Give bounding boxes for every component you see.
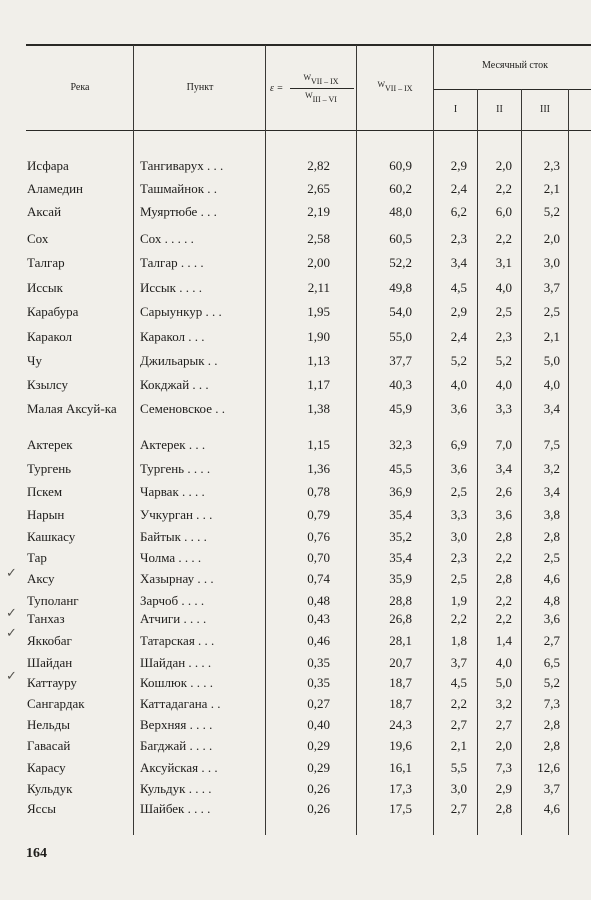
cell-m2: 2,7 bbox=[495, 717, 512, 732]
cell-ratio: 2,19 bbox=[307, 204, 330, 219]
cell-river: Тар bbox=[27, 550, 47, 565]
cell-m1: 2,7 bbox=[450, 717, 467, 732]
cell-m1: 2,1 bbox=[450, 738, 467, 753]
table-row bbox=[0, 738, 591, 758]
cell-summer: 36,9 bbox=[389, 484, 412, 499]
cell-m1: 2,9 bbox=[450, 304, 467, 319]
header-monthly-runoff: Месячный сток bbox=[482, 60, 548, 71]
cell-river: Талгар bbox=[27, 255, 65, 270]
cell-m1: 4,0 bbox=[450, 377, 467, 392]
cell-m1: 2,4 bbox=[450, 329, 467, 344]
cell-m1: 3,3 bbox=[450, 507, 467, 522]
cell-point: Кошлюк . . . . bbox=[140, 675, 214, 690]
cell-m2: 2,6 bbox=[495, 484, 512, 499]
cell-ratio: 1,15 bbox=[307, 437, 330, 452]
ratio-numerator: $^W$VII – IX bbox=[303, 73, 339, 86]
cell-ratio: 0,35 bbox=[307, 675, 330, 690]
cell-m3: 5,2 bbox=[543, 675, 560, 690]
table-row bbox=[0, 401, 591, 421]
cell-ratio: 0,74 bbox=[307, 571, 330, 586]
cell-summer: 26,8 bbox=[389, 611, 412, 626]
cell-ratio: 0,78 bbox=[307, 484, 330, 499]
cell-summer: 17,3 bbox=[389, 781, 412, 796]
cell-point: Каттадагана . . bbox=[140, 696, 221, 711]
cell-river: Актерек bbox=[27, 437, 73, 452]
cell-m1: 2,4 bbox=[450, 181, 467, 196]
cell-point: Семеновское . . bbox=[140, 401, 225, 416]
cell-m3: 3,4 bbox=[543, 401, 560, 416]
cell-m3: 2,7 bbox=[543, 633, 560, 648]
cell-point: Актерек . . . bbox=[140, 437, 206, 452]
table-row bbox=[0, 655, 591, 675]
cell-m3: 4,6 bbox=[543, 571, 560, 586]
header-month-3: III bbox=[540, 104, 550, 115]
cell-point: Байтык . . . . bbox=[140, 529, 207, 544]
cell-river: Исфара bbox=[27, 158, 69, 173]
cell-ratio: 0,43 bbox=[307, 611, 330, 626]
table-row bbox=[0, 696, 591, 716]
cell-m1: 5,5 bbox=[450, 760, 467, 775]
table-row bbox=[0, 353, 591, 373]
cell-m1: 6,2 bbox=[450, 204, 467, 219]
cell-m3: 4,6 bbox=[543, 801, 560, 816]
cell-point: Иссык . . . . bbox=[140, 280, 202, 295]
cell-river: Карасу bbox=[27, 760, 66, 775]
cell-m3: 4,8 bbox=[543, 593, 560, 608]
page-number: 164 bbox=[26, 846, 47, 861]
cell-m1: 3,6 bbox=[450, 401, 467, 416]
cell-summer: 60,2 bbox=[389, 181, 412, 196]
cell-m3: 2,5 bbox=[543, 550, 560, 565]
cell-summer: 45,5 bbox=[389, 461, 412, 476]
table-row bbox=[0, 571, 591, 591]
cell-m3: 5,0 bbox=[543, 353, 560, 368]
table-row bbox=[0, 781, 591, 801]
cell-ratio: 0,26 bbox=[307, 801, 330, 816]
cell-ratio: 1,36 bbox=[307, 461, 330, 476]
cell-m2: 5,0 bbox=[495, 675, 512, 690]
cell-point: Тургень . . . . bbox=[140, 461, 211, 476]
cell-point: Чолма . . . . bbox=[140, 550, 202, 565]
cell-ratio: 1,17 bbox=[307, 377, 330, 392]
cell-m2: 5,2 bbox=[495, 353, 512, 368]
cell-point: Багджай . . . . bbox=[140, 738, 213, 753]
cell-m3: 3,6 bbox=[543, 611, 560, 626]
cell-river: Кзылсу bbox=[27, 377, 68, 392]
cell-ratio: 1,90 bbox=[307, 329, 330, 344]
cell-point: Учкурган . . . bbox=[140, 507, 213, 522]
cell-m3: 3,7 bbox=[543, 280, 560, 295]
cell-m1: 2,2 bbox=[450, 696, 467, 711]
cell-river: Аксай bbox=[27, 204, 62, 219]
table-row bbox=[0, 329, 591, 349]
table-row bbox=[0, 675, 591, 695]
margin-check-mark: ✓ bbox=[6, 625, 17, 640]
table-row bbox=[0, 717, 591, 737]
ratio-denominator: $^W$III – VI bbox=[305, 91, 337, 104]
cell-m2: 4,0 bbox=[495, 655, 512, 670]
cell-river: Пскем bbox=[27, 484, 63, 499]
cell-point: Муяртюбе . . . bbox=[140, 204, 217, 219]
cell-m2: 2,0 bbox=[495, 158, 512, 173]
cell-m3: 2,8 bbox=[543, 529, 560, 544]
cell-m1: 2,7 bbox=[450, 801, 467, 816]
cell-m1: 2,5 bbox=[450, 571, 467, 586]
table-row bbox=[0, 633, 591, 653]
table-row bbox=[0, 507, 591, 527]
cell-ratio: 2,65 bbox=[307, 181, 330, 196]
cell-point: Ташмайнок . . bbox=[140, 181, 218, 196]
cell-summer: 52,2 bbox=[389, 255, 412, 270]
cell-m3: 3,8 bbox=[543, 507, 560, 522]
cell-river: Туполанг bbox=[27, 593, 79, 608]
cell-river: Аксу bbox=[27, 571, 55, 586]
cell-m1: 2,9 bbox=[450, 158, 467, 173]
cell-m1: 1,8 bbox=[450, 633, 467, 648]
cell-point: Хазырнау . . . bbox=[140, 571, 214, 586]
table-row bbox=[0, 529, 591, 549]
cell-river: Каракол bbox=[27, 329, 73, 344]
cell-summer: 24,3 bbox=[389, 717, 412, 732]
cell-ratio: 1,95 bbox=[307, 304, 330, 319]
cell-ratio: 2,82 bbox=[307, 158, 330, 173]
cell-m3: 2,1 bbox=[543, 181, 560, 196]
cell-m2: 2,2 bbox=[495, 550, 512, 565]
cell-ratio: 2,11 bbox=[307, 280, 330, 295]
table-row bbox=[0, 181, 591, 201]
table-row bbox=[0, 231, 591, 251]
cell-river: Малая Аксуй-ка bbox=[27, 401, 117, 416]
header-summer-runoff: $^W$VII – IX bbox=[377, 80, 413, 93]
cell-summer: 55,0 bbox=[389, 329, 412, 344]
cell-river: Иссык bbox=[27, 280, 63, 295]
cell-river: Сангардак bbox=[27, 696, 85, 711]
table-row bbox=[0, 550, 591, 570]
cell-summer: 45,9 bbox=[389, 401, 412, 416]
cell-river: Кульдук bbox=[27, 781, 73, 796]
cell-point: Кокджай . . . bbox=[140, 377, 209, 392]
cell-point: Верхняя . . . . bbox=[140, 717, 213, 732]
cell-point: Зарчоб . . . . bbox=[140, 593, 205, 608]
cell-m3: 2,0 bbox=[543, 231, 560, 246]
cell-point: Джильарык . . bbox=[140, 353, 218, 368]
cell-m2: 2,9 bbox=[495, 781, 512, 796]
cell-m1: 3,7 bbox=[450, 655, 467, 670]
cell-river: Тургень bbox=[27, 461, 72, 476]
cell-summer: 18,7 bbox=[389, 675, 412, 690]
table-row bbox=[0, 484, 591, 504]
cell-point: Шайдан . . . . bbox=[140, 655, 212, 670]
cell-summer: 35,4 bbox=[389, 507, 412, 522]
cell-m3: 7,5 bbox=[543, 437, 560, 452]
cell-m3: 2,1 bbox=[543, 329, 560, 344]
cell-ratio: 0,35 bbox=[307, 655, 330, 670]
cell-m2: 7,0 bbox=[495, 437, 512, 452]
cell-river: Кашкасу bbox=[27, 529, 76, 544]
margin-check-mark: ✓ bbox=[6, 668, 17, 683]
cell-m1: 2,5 bbox=[450, 484, 467, 499]
cell-point: Сох . . . . . bbox=[140, 231, 194, 246]
cell-m2: 2,5 bbox=[495, 304, 512, 319]
cell-m3: 4,0 bbox=[543, 377, 560, 392]
cell-summer: 48,0 bbox=[389, 204, 412, 219]
cell-summer: 20,7 bbox=[389, 655, 412, 670]
cell-m2: 3,1 bbox=[495, 255, 512, 270]
cell-point: Талгар . . . . bbox=[140, 255, 204, 270]
cell-ratio: 2,00 bbox=[307, 255, 330, 270]
cell-m1: 2,3 bbox=[450, 550, 467, 565]
cell-m1: 1,9 bbox=[450, 593, 467, 608]
table-row bbox=[0, 255, 591, 275]
cell-m1: 3,0 bbox=[450, 529, 467, 544]
cell-summer: 16,1 bbox=[389, 760, 412, 775]
cell-m2: 7,3 bbox=[495, 760, 512, 775]
cell-m1: 5,2 bbox=[450, 353, 467, 368]
cell-ratio: 0,29 bbox=[307, 760, 330, 775]
table-row bbox=[0, 593, 591, 613]
cell-m2: 6,0 bbox=[495, 204, 512, 219]
cell-summer: 35,9 bbox=[389, 571, 412, 586]
table-row bbox=[0, 304, 591, 324]
cell-ratio: 0,40 bbox=[307, 717, 330, 732]
cell-point: Атчиги . . . . bbox=[140, 611, 207, 626]
cell-ratio: 0,76 bbox=[307, 529, 330, 544]
cell-river: Сох bbox=[27, 231, 49, 246]
cell-summer: 35,2 bbox=[389, 529, 412, 544]
cell-m2: 2,8 bbox=[495, 529, 512, 544]
cell-m2: 4,0 bbox=[495, 280, 512, 295]
cell-river: Чу bbox=[27, 353, 42, 368]
cell-ratio: 0,27 bbox=[307, 696, 330, 711]
cell-m3: 2,3 bbox=[543, 158, 560, 173]
cell-m2: 2,0 bbox=[495, 738, 512, 753]
cell-m3: 3,2 bbox=[543, 461, 560, 476]
cell-summer: 49,8 bbox=[389, 280, 412, 295]
cell-ratio: 0,79 bbox=[307, 507, 330, 522]
cell-summer: 40,3 bbox=[389, 377, 412, 392]
table-row bbox=[0, 801, 591, 821]
cell-m2: 2,8 bbox=[495, 801, 512, 816]
cell-m3: 3,0 bbox=[543, 255, 560, 270]
cell-m2: 2,2 bbox=[495, 231, 512, 246]
table-row bbox=[0, 760, 591, 780]
table-row bbox=[0, 611, 591, 631]
cell-river: Каттауру bbox=[27, 675, 77, 690]
cell-summer: 19,6 bbox=[389, 738, 412, 753]
cell-m3: 2,5 bbox=[543, 304, 560, 319]
cell-m2: 3,6 bbox=[495, 507, 512, 522]
cell-m1: 2,3 bbox=[450, 231, 467, 246]
cell-ratio: 0,70 bbox=[307, 550, 330, 565]
table-row bbox=[0, 280, 591, 300]
cell-river: Карабура bbox=[27, 304, 79, 319]
cell-m2: 3,3 bbox=[495, 401, 512, 416]
header-river: Река bbox=[70, 82, 90, 93]
cell-m1: 3,6 bbox=[450, 461, 467, 476]
cell-river: Аламедин bbox=[27, 181, 83, 196]
cell-m3: 2,8 bbox=[543, 738, 560, 753]
cell-summer: 28,1 bbox=[389, 633, 412, 648]
cell-m3: 7,3 bbox=[543, 696, 560, 711]
cell-m1: 6,9 bbox=[450, 437, 467, 452]
cell-river: Шайдан bbox=[27, 655, 73, 670]
cell-point: Аксуйская . . . bbox=[140, 760, 218, 775]
cell-ratio: 1,13 bbox=[307, 353, 330, 368]
cell-m1: 2,2 bbox=[450, 611, 467, 626]
cell-river: Нарын bbox=[27, 507, 65, 522]
cell-m2: 2,8 bbox=[495, 571, 512, 586]
margin-check-mark: ✓ bbox=[6, 605, 17, 620]
cell-ratio: 0,46 bbox=[307, 633, 330, 648]
cell-summer: 17,5 bbox=[389, 801, 412, 816]
ratio-symbol: ε = bbox=[270, 83, 284, 94]
table-row bbox=[0, 158, 591, 178]
table-row bbox=[0, 377, 591, 397]
cell-summer: 54,0 bbox=[389, 304, 412, 319]
cell-m2: 1,4 bbox=[495, 633, 512, 648]
cell-river: Яссы bbox=[27, 801, 56, 816]
cell-summer: 60,9 bbox=[389, 158, 412, 173]
cell-river: Танхаз bbox=[27, 611, 65, 626]
cell-river: Яккобаг bbox=[27, 633, 72, 648]
cell-m2: 3,2 bbox=[495, 696, 512, 711]
cell-m1: 4,5 bbox=[450, 675, 467, 690]
margin-check-mark: ✓ bbox=[6, 565, 17, 580]
cell-m3: 12,6 bbox=[537, 760, 560, 775]
cell-point: Татарская . . . bbox=[140, 633, 215, 648]
cell-m1: 4,5 bbox=[450, 280, 467, 295]
cell-river: Нельды bbox=[27, 717, 70, 732]
cell-summer: 18,7 bbox=[389, 696, 412, 711]
cell-m3: 2,8 bbox=[543, 717, 560, 732]
cell-m1: 3,4 bbox=[450, 255, 467, 270]
cell-m3: 3,4 bbox=[543, 484, 560, 499]
cell-ratio: 0,26 bbox=[307, 781, 330, 796]
table-row bbox=[0, 204, 591, 224]
cell-m2: 3,4 bbox=[495, 461, 512, 476]
cell-point: Кульдук . . . . bbox=[140, 781, 212, 796]
cell-point: Чарвак . . . . bbox=[140, 484, 205, 499]
cell-ratio: 2,58 bbox=[307, 231, 330, 246]
cell-m2: 4,0 bbox=[495, 377, 512, 392]
table-row bbox=[0, 461, 591, 481]
cell-m3: 6,5 bbox=[543, 655, 560, 670]
cell-summer: 28,8 bbox=[389, 593, 412, 608]
cell-summer: 60,5 bbox=[389, 231, 412, 246]
header-month-1: I bbox=[453, 104, 458, 115]
cell-ratio: 0,29 bbox=[307, 738, 330, 753]
cell-m1: 3,0 bbox=[450, 781, 467, 796]
cell-m2: 2,2 bbox=[495, 593, 512, 608]
header-month-2: II bbox=[496, 104, 503, 115]
cell-ratio: 1,38 bbox=[307, 401, 330, 416]
cell-point: Шайбек . . . . bbox=[140, 801, 211, 816]
cell-m2: 2,2 bbox=[495, 611, 512, 626]
cell-point: Тангиварух . . . bbox=[140, 158, 224, 173]
cell-point: Каракол . . . bbox=[140, 329, 205, 344]
cell-summer: 32,3 bbox=[389, 437, 412, 452]
cell-ratio: 0,48 bbox=[307, 593, 330, 608]
cell-summer: 35,4 bbox=[389, 550, 412, 565]
cell-m3: 5,2 bbox=[543, 204, 560, 219]
cell-summer: 37,7 bbox=[389, 353, 412, 368]
cell-point: Сарыункур . . . bbox=[140, 304, 222, 319]
cell-m2: 2,2 bbox=[495, 181, 512, 196]
cell-river: Гавасай bbox=[27, 738, 71, 753]
table-row bbox=[0, 437, 591, 457]
cell-m2: 2,3 bbox=[495, 329, 512, 344]
header-point: Пункт bbox=[186, 82, 214, 93]
cell-m3: 3,7 bbox=[543, 781, 560, 796]
